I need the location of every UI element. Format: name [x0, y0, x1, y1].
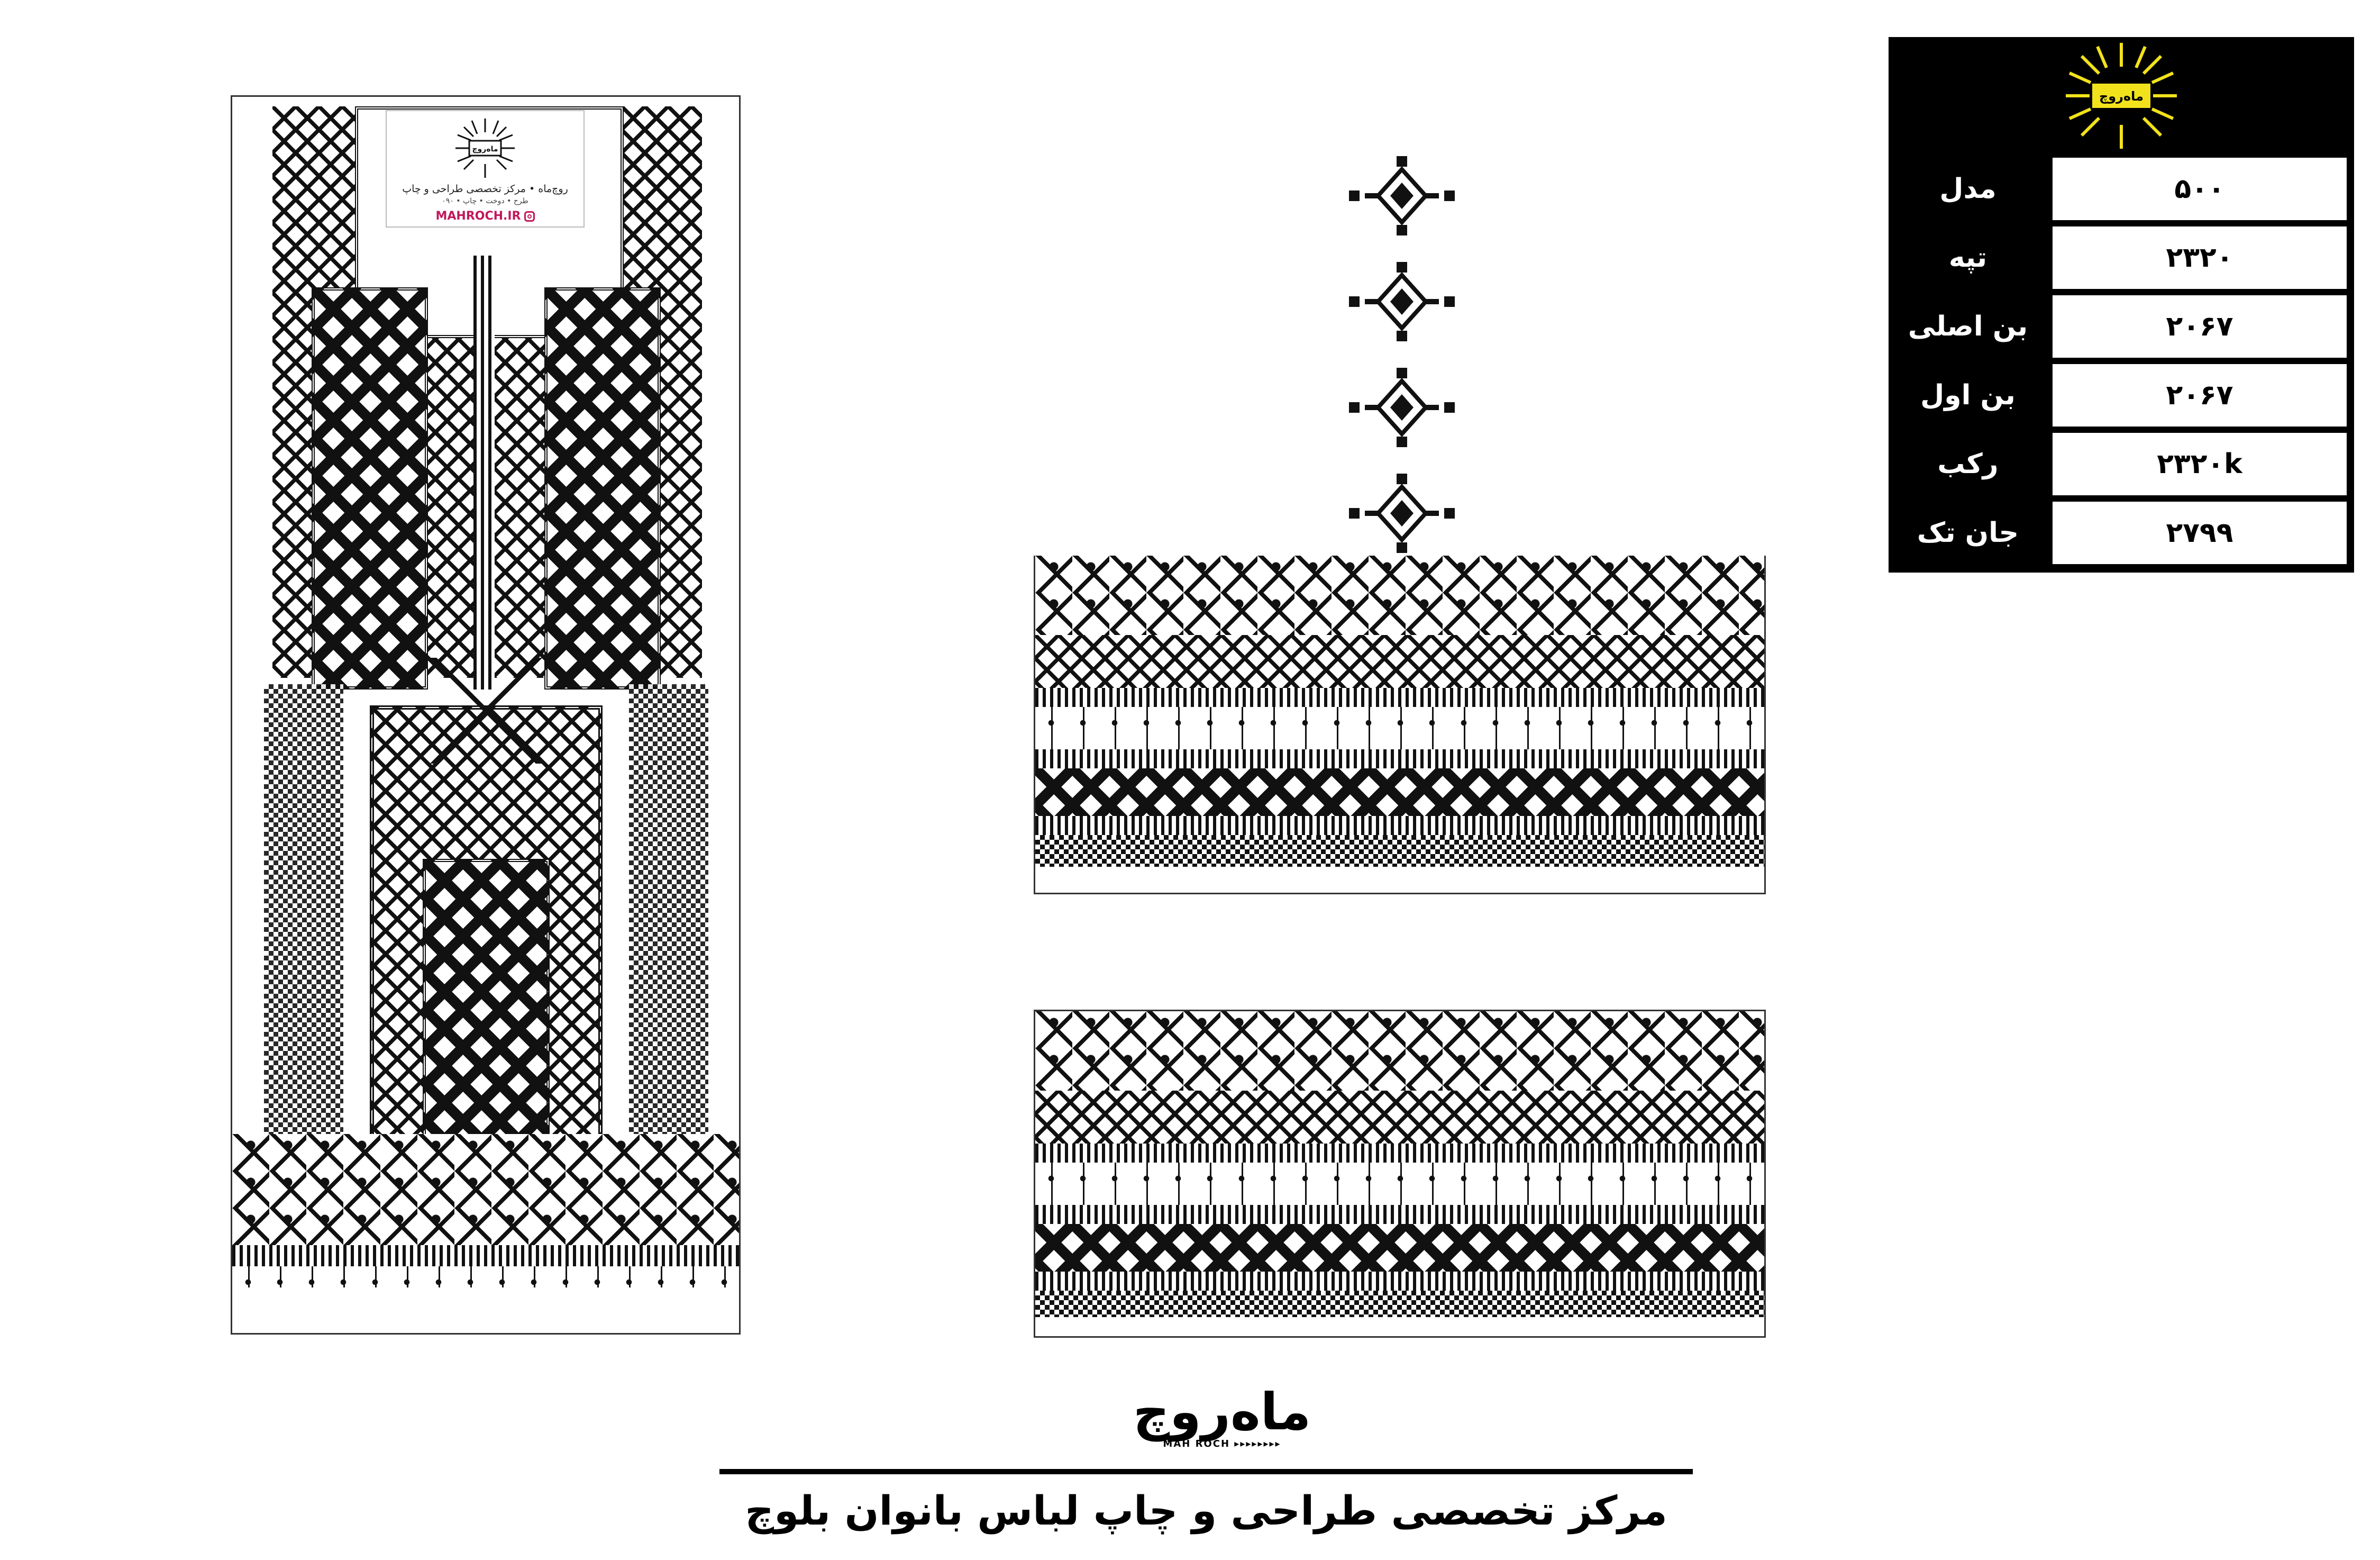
border-stripe	[1035, 816, 1764, 835]
spec-value: ۲۳۲۰	[2053, 226, 2347, 289]
spec-row-first-base	[1889, 361, 2354, 430]
spec-value: ۵۰۰	[2053, 158, 2347, 220]
brand-subtext: MAH ROCH ▸▸▸▸▸▸▸▸	[1163, 1438, 1281, 1449]
border-dot-row	[1035, 1163, 1764, 1205]
border-check-row	[1035, 1291, 1764, 1317]
diamond-motif-icon	[1349, 368, 1455, 447]
border-stripe	[1035, 688, 1764, 707]
label-line-2: ۰۹۰ • طرح • دوخت • چاپ	[442, 197, 528, 205]
hem-dots	[232, 1266, 739, 1287]
spec-row-rekab	[1889, 430, 2354, 498]
border-diamond-row	[1035, 768, 1764, 816]
hem-border-panel	[1034, 1010, 1766, 1338]
spec-row-jantak	[1889, 498, 2354, 567]
hem-motif-row	[232, 1134, 739, 1245]
label-website: MAHROCH.IR	[435, 210, 534, 223]
spec-logo	[1889, 37, 2354, 155]
spec-row-model	[1889, 155, 2354, 223]
spec-label: مدل	[1939, 173, 1996, 205]
border-motif-row	[1035, 1011, 1764, 1091]
brand-divider	[719, 1469, 1693, 1474]
spec-label: بن اول	[1920, 379, 2016, 411]
spec-row-main-base	[1889, 292, 2354, 361]
spec-label: جان تک	[1917, 517, 2019, 549]
border-lattice	[1035, 1091, 1764, 1144]
spec-label: بن اصلی	[1908, 311, 2028, 342]
brand-tagline: مرکز تخصصی طراحی و چاپ لباس بانوان بلوچ	[745, 1487, 1667, 1534]
instagram-icon	[524, 211, 535, 222]
hem-stripe	[232, 1245, 739, 1266]
border-stripe	[1035, 1144, 1764, 1163]
spec-label: تپه	[1948, 242, 1987, 274]
pocket-roof	[370, 658, 603, 764]
border-check-row	[1035, 835, 1764, 867]
spec-value: ۲۷۹۹	[2053, 502, 2347, 564]
spec-label: رکب	[1937, 448, 1999, 480]
diamond-motif-icon	[1349, 474, 1455, 553]
border-lattice	[1035, 635, 1764, 688]
border-diamond-row	[1035, 1224, 1764, 1272]
spec-value: ۲۳۲۰k	[2053, 433, 2347, 495]
brand-logo	[1084, 1382, 1360, 1454]
label-line-1: روچ‌ماه • مرکز تخصصی طراحی و چاپ	[402, 183, 568, 195]
diamond-motif-icon	[1349, 262, 1455, 341]
sun-logo-icon	[453, 116, 517, 180]
border-stripe	[1035, 749, 1764, 768]
pocket-inner	[423, 859, 550, 1155]
diamond-motif-icon	[1349, 156, 1455, 235]
sleeve-motif-column	[1349, 156, 1455, 569]
spec-value: ۲۰۶۷	[2053, 364, 2347, 427]
border-stripe	[1035, 1272, 1764, 1291]
sun-logo-icon	[2063, 40, 2180, 151]
svg-text:ماه‌روچ: ماه‌روچ	[472, 145, 498, 153]
sleeve-border-panel	[1034, 556, 1766, 894]
center-stripe	[473, 256, 495, 690]
border-dot-row	[1035, 707, 1764, 749]
border-motif-row	[1035, 556, 1764, 635]
brand-label-card	[386, 110, 585, 228]
right-chest-panel	[544, 287, 661, 690]
spec-table	[1889, 37, 2354, 573]
brand-wordmark: ماه‌روچ	[1133, 1382, 1311, 1441]
spec-value: ۲۰۶۷	[2053, 295, 2347, 358]
spec-row-tappeh	[1889, 223, 2354, 292]
border-stripe	[1035, 1205, 1764, 1224]
left-chest-panel	[312, 287, 428, 690]
garment-front-panel	[231, 95, 741, 1335]
svg-text:ماه‌روچ: ماه‌روچ	[2099, 89, 2144, 104]
